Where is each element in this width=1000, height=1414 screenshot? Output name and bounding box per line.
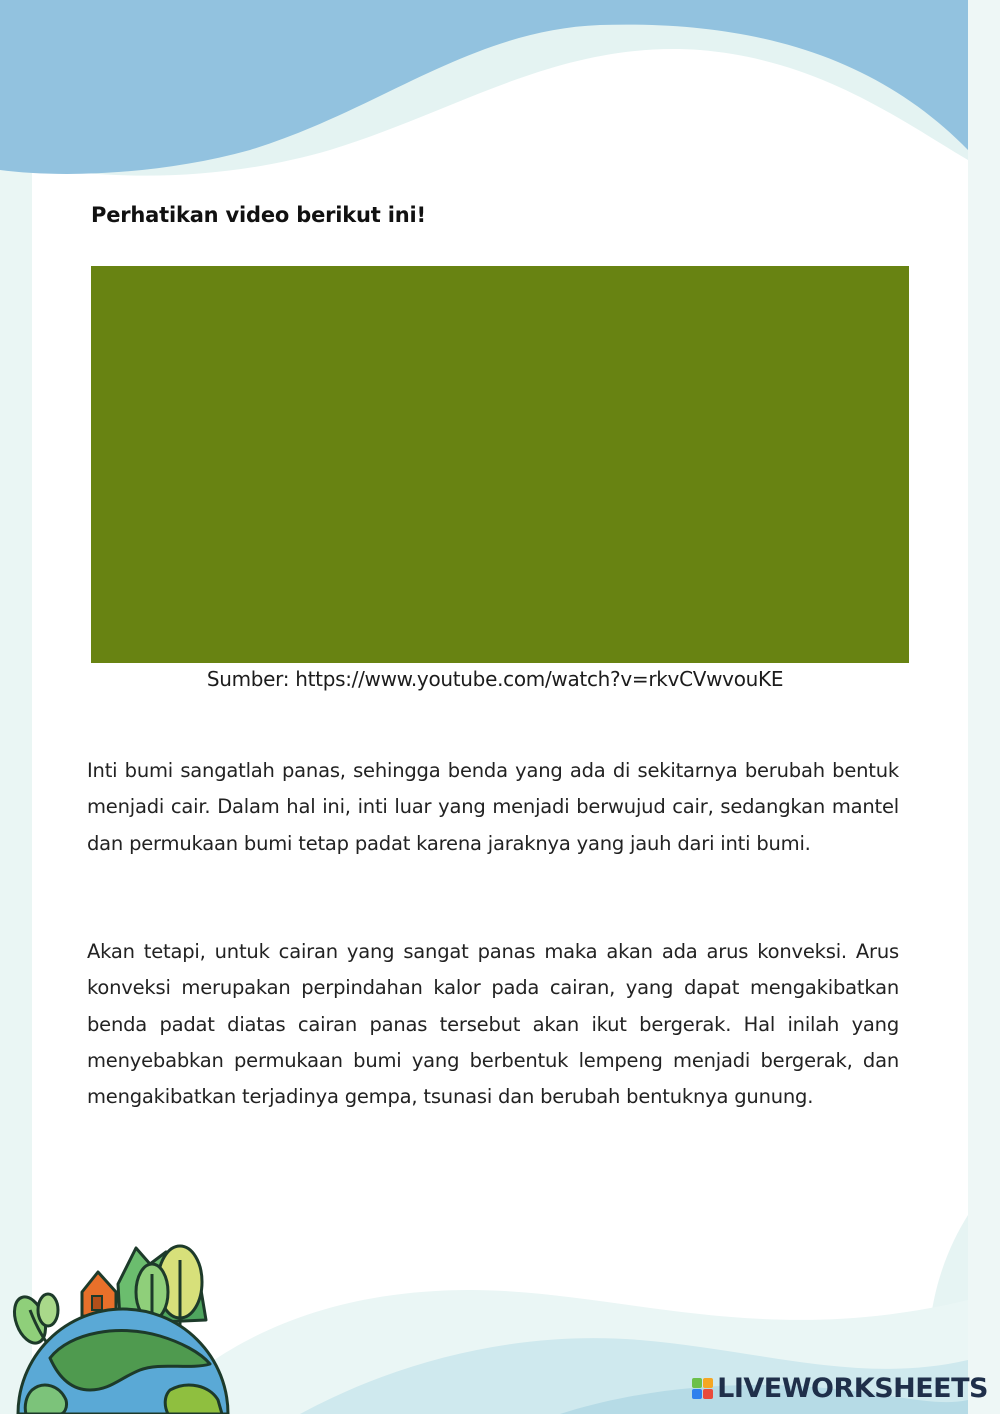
liveworksheets-brand [692,1373,988,1404]
paragraph-inner-core: Inti bumi sangatlah panas, sehingga benda yang ada di sekitarnya berubah bentuk menjadi cair. Dalam hal ini, inti luar yang menjadi berwujud cair, sedangkan mantel dan permukaan bumi tetap padat karena jaraknya yang jauh dari inti bumi. [87,759,899,855]
liveworksheets-logo-icon [692,1378,713,1399]
earth-illustration [10,1240,230,1414]
video-player[interactable] [91,266,909,663]
brand-name: LIVEWORKSHEETS [717,1373,988,1404]
paragraph-convection: Akan tetapi, untuk cairan yang sangat panas maka akan ada arus konveksi. Arus konveksi merupakan perpindahan kalor pada cairan, yang dapat mengakibatkan benda padat diatas cairan panas tersebut akan ikut bergerak. Hal inilah yang menyebabkan permukaan bumi yang berbentuk lempeng menjadi bergerak, dan mengakibatkan terjadinya gempa, tsunasi dan berubah bentuknya gunung. [87,940,899,1109]
page-heading: Perhatikan video berikut ini! [91,203,426,227]
video-source-caption: Sumber: https://www.youtube.com/watch?v=rkvCVwvouKE [206,667,784,691]
